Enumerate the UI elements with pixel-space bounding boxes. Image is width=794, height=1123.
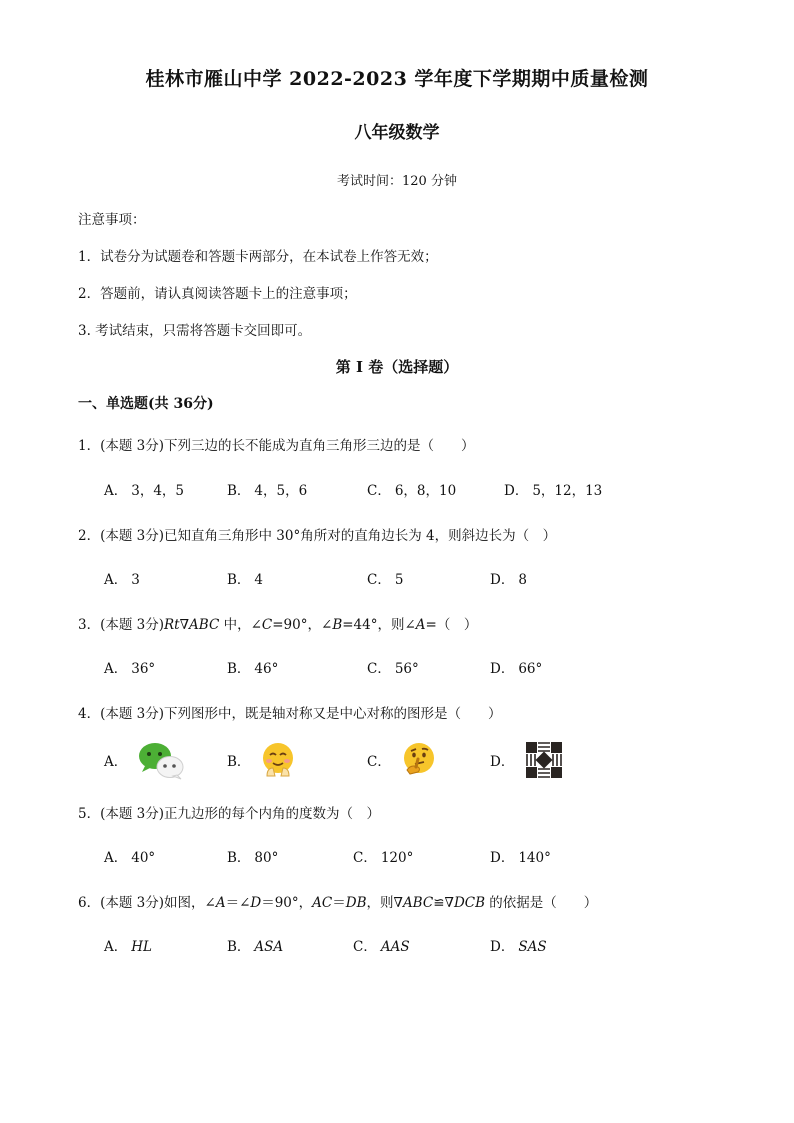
option-b[interactable]: B． 80° [227,850,279,866]
option-c[interactable]: C． 56° [367,661,419,677]
question-4-stem: 4．(本题 3分)下列图形中，既是轴对称又是中心对称的图形是（ ） [78,706,502,722]
note-item-1: 1．试卷分为试题卷和答题卡两部分，在本试卷上作答无效； [78,249,438,265]
question-1-options [104,479,724,499]
exam-title: 桂林市雁山中学 2022-2023 学年度下学期期中质量检测 [145,68,649,90]
note-item-3: 3. 考试结束，只需将答题卡交回即可。 [78,323,312,339]
option-d[interactable]: D． 66° [490,661,543,677]
question-6-options [104,935,724,955]
question-3-options [104,657,724,677]
question-5-options [104,846,724,866]
option-a[interactable]: A． HL [104,939,152,955]
section-title: 第 I 卷（选择题） [335,358,459,376]
note-item-2: 2．答题前，请认真阅读答题卡上的注意事项； [78,286,357,302]
question-5-stem: 5．(本题 3分)正九边形的每个内角的度数为（ ） [78,806,381,822]
option-b[interactable]: B． 46° [227,661,279,677]
option-d[interactable]: D． 5，12，13 [504,483,603,499]
notes-heading: 注意事项： [78,212,146,228]
option-d[interactable]: D． [490,740,564,780]
squares-pattern-icon [524,740,564,780]
question-2-stem: 2．(本题 3分)已知直角三角形中 30°角所对的直角边长为 4，则斜边长为（ ） [78,528,557,544]
part-title: 一、单选题(共 36分) [78,396,214,412]
option-b[interactable]: B． 4，5，6 [227,483,308,499]
option-c[interactable]: C． AAS [353,939,410,955]
option-d[interactable]: D． 140° [490,850,551,866]
option-d[interactable]: D． 8 [490,572,527,588]
question-2-options [104,568,724,588]
exam-time: 考试时间：120 分钟 [337,174,457,189]
option-c[interactable]: C． [367,740,437,780]
option-a[interactable]: A． 3 [104,572,140,588]
option-a[interactable]: A． [104,740,185,780]
question-4-options [104,740,724,780]
option-b[interactable]: B． [227,740,296,780]
option-a[interactable]: A． 40° [104,850,156,866]
exam-subject: 八年级数学 [354,123,440,143]
option-b[interactable]: B． ASA [227,939,284,955]
option-b[interactable]: B． 4 [227,572,264,588]
option-a[interactable]: A． 36° [104,661,156,677]
option-c[interactable]: C． 120° [353,850,414,866]
question-6-stem: 6．(本题 3分)如图，∠A＝∠D＝90°，AC＝DB，则∇ABC≌∇DCB 的依据是（ ） [78,895,598,911]
question-3-stem: 3．(本题 3分)Rt∇ABC 中，∠C=90°，∠B=44°，则∠A=（ ） [78,617,478,633]
option-c[interactable]: C． 6，8，10 [367,483,457,499]
option-a[interactable]: A． 3，4，5 [104,483,185,499]
wechat-bubbles-icon [137,740,185,780]
smiling-face-icon [260,740,296,780]
option-d[interactable]: D． SAS [490,939,547,955]
option-c[interactable]: C． 5 [367,572,404,588]
question-1-stem: 1．(本题 3分)下列三边的长不能成为直角三角形三边的是（ ） [78,438,475,454]
thinking-face-icon [401,740,437,780]
